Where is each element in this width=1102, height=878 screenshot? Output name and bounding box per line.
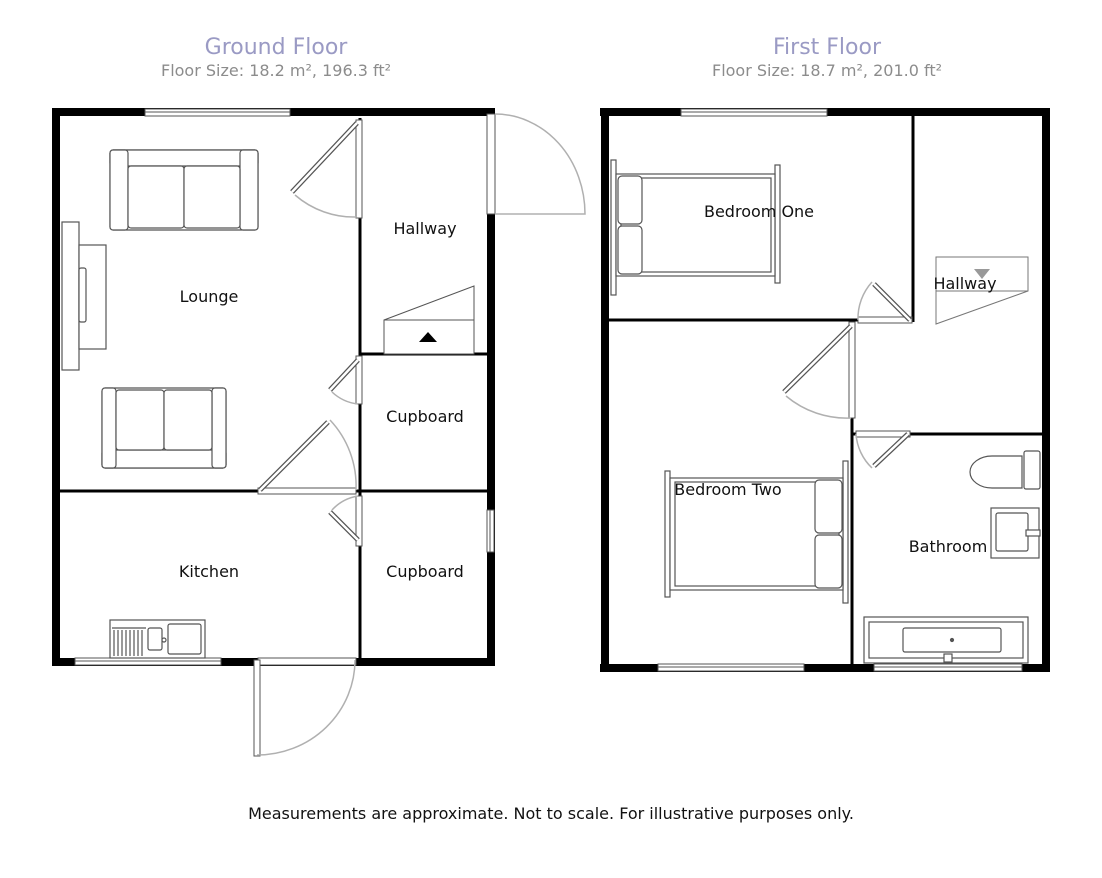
room-label-lounge: Lounge	[179, 287, 239, 306]
first-floor-plan	[600, 108, 1050, 672]
bedroom-one-door	[858, 282, 912, 323]
cupboard-door-1	[330, 356, 362, 404]
ground-stairs	[384, 286, 474, 354]
ground-floor-title: Ground Floor	[204, 35, 348, 60]
disclaimer: Measurements are approximate. Not to scale. For illustrative purposes only.	[248, 804, 854, 823]
lounge-door	[292, 120, 362, 218]
room-label-hallway-first: Hallway	[933, 274, 997, 293]
ground-floor-plan	[52, 108, 585, 756]
basin	[991, 508, 1040, 558]
front-door	[487, 114, 585, 214]
back-door	[254, 660, 355, 756]
ground-floor-size: Floor Size: 18.2 m², 196.3 ft²	[160, 61, 392, 80]
first-floor-title: First Floor	[772, 35, 882, 60]
bedroom-two-door	[784, 322, 855, 418]
room-label-cupboard-1: Cupboard	[386, 407, 464, 426]
kitchen-sink	[110, 620, 205, 658]
fireplace	[62, 222, 106, 370]
toilet	[970, 451, 1040, 489]
room-label-kitchen: Kitchen	[178, 562, 240, 581]
bathroom-door	[856, 431, 910, 468]
room-label-bedroom-one: Bedroom One	[703, 202, 815, 221]
room-label-hallway-ground: Hallway	[393, 219, 457, 238]
room-label-cupboard-2: Cupboard	[386, 562, 464, 581]
first-floor-size: Floor Size: 18.7 m², 201.0 ft²	[711, 61, 943, 80]
sofa-bottom	[102, 388, 226, 468]
kitchen-door	[258, 420, 356, 494]
room-label-bedroom-two: Bedroom Two	[674, 480, 782, 499]
room-label-bathroom: Bathroom	[908, 537, 988, 556]
sofa-top	[110, 150, 258, 230]
cupboard-door-2	[330, 496, 362, 546]
bed-one	[611, 160, 780, 295]
bath	[864, 617, 1028, 663]
